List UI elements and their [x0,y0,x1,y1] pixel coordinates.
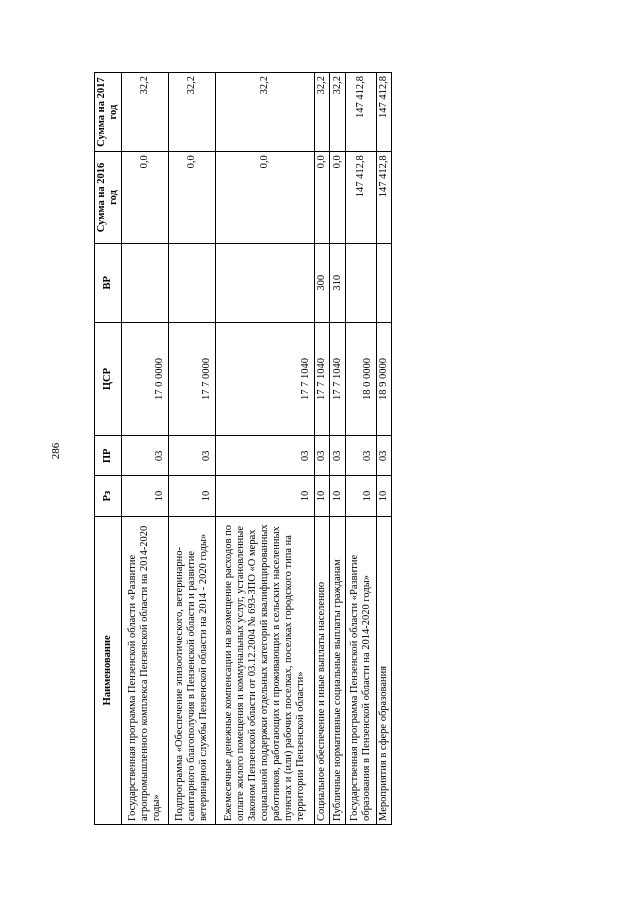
header-name: Наименование [95,516,122,824]
row-sum-2017: 147 412,8 [376,73,391,152]
row-rz: 10 [169,476,216,516]
row-vr [345,243,376,322]
row-pr: 03 [216,436,315,476]
header-csr: ЦСР [95,322,122,435]
row-sum-2017: 147 412,8 [345,73,376,152]
row-csr: 17 7 1040 [330,322,345,435]
table-row [314,73,329,825]
row-name: Ежемесячные денежные компенсации на возмещение расходов по оплате жилого помещения и коммунальных услуг, установленные Законом Пензенской области от 03.12.2004 № 693-ЗПО «О мерах социальной поддержки отдельных категорий квалифицированных работников, работающих и проживающих в сельских населенных пунктах и (или) рабочих поселках, поселках городского типа на территории Пензенской области» [216,516,315,824]
header-pr: ПР [95,436,122,476]
table-row [345,73,376,825]
row-sum-2017: 32,2 [314,73,329,152]
row-vr [169,243,216,322]
row-rz: 10 [122,476,169,516]
row-sum-2016: 0,0 [314,152,329,243]
row-vr: 310 [330,243,345,322]
row-name: Государственная программа Пензенской области «Развитие образования в Пензенской области на 2014-2020 годы» [345,516,376,824]
row-rz: 10 [314,476,329,516]
row-pr: 03 [345,436,376,476]
row-csr: 18 0 0000 [345,322,376,435]
row-csr: 17 0 0000 [122,322,169,435]
page-number: 286 [50,442,62,460]
row-sum-2017: 32,2 [216,73,315,152]
table-row [376,73,391,825]
row-rz: 10 [330,476,345,516]
row-name: Мероприятия в сфере образования [376,516,391,824]
header-sum-2016: Сумма на 2016 год [95,152,122,243]
row-csr: 17 7 1040 [216,322,315,435]
row-pr: 03 [376,436,391,476]
header-rz: Рз [95,476,122,516]
row-name: Подпрограмма «Обеспечение эпизоотического, ветеринарно-санитарного благополучия в Пензенской области и развитие ветеринарной службы Пензенской области на 2014 - 2020 годы» [169,516,216,824]
row-name: Социальное обеспечение и иные выплаты населению [314,516,329,824]
budget-table [94,72,392,825]
row-pr: 03 [122,436,169,476]
table-header-row [95,73,122,825]
budget-table-container [94,72,392,825]
row-csr: 17 7 1040 [314,322,329,435]
header-vr: ВР [95,243,122,322]
row-pr: 03 [314,436,329,476]
row-sum-2017: 32,2 [330,73,345,152]
table-row [122,73,169,825]
row-sum-2017: 32,2 [122,73,169,152]
table-row [169,73,216,825]
row-sum-2017: 32,2 [169,73,216,152]
row-rz: 10 [376,476,391,516]
row-sum-2016: 0,0 [216,152,315,243]
row-csr: 18 9 0000 [376,322,391,435]
row-vr [122,243,169,322]
row-vr [216,243,315,322]
row-name: Публичные нормативные социальные выплаты гражданам [330,516,345,824]
row-name: Государственная программа Пензенской области «Развитие агропромышленного комплекса Пензенской области на 2014-2020 годы» [122,516,169,824]
table-row [216,73,315,825]
row-pr: 03 [169,436,216,476]
row-sum-2016: 0,0 [330,152,345,243]
row-csr: 17 7 0000 [169,322,216,435]
row-vr [376,243,391,322]
row-sum-2016: 147 412,8 [345,152,376,243]
row-sum-2016: 147 412,8 [376,152,391,243]
header-sum-2017: Сумма на 2017 год [95,73,122,152]
row-sum-2016: 0,0 [122,152,169,243]
table-row [330,73,345,825]
row-vr: 300 [314,243,329,322]
row-pr: 03 [330,436,345,476]
row-rz: 10 [345,476,376,516]
row-sum-2016: 0,0 [169,152,216,243]
row-rz: 10 [216,476,315,516]
